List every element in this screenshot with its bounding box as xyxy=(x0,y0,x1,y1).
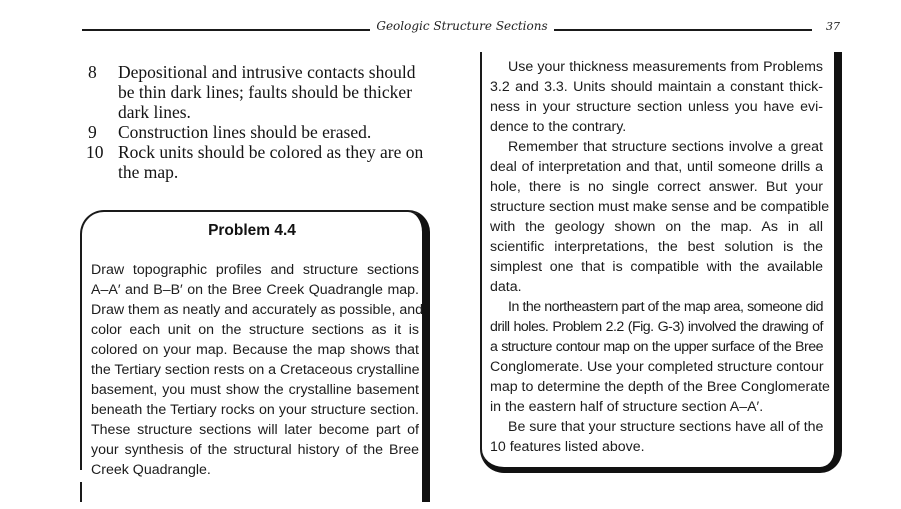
body-line: map to determine the depth of the Bree Conglomerate xyxy=(490,379,830,395)
step-number: 8 xyxy=(88,62,97,82)
body-line: structure section must make sense and be compatible xyxy=(490,199,830,215)
body-line: in the eastern half of structure section A–A′. xyxy=(490,399,764,415)
problem-body xyxy=(91,260,424,480)
problem-line: Draw topographic profiles and structure sections xyxy=(91,262,419,278)
running-header-title: Geologic Structure Sections xyxy=(376,19,548,33)
body-line: a structure contour map on the upper surface of the Bree xyxy=(490,339,823,355)
body-line: deal of interpretation and that, until someone drills a xyxy=(490,159,823,175)
body-line: ness in your structure section unless you have evi- xyxy=(490,99,823,115)
body-line: Remember that structure sections involve a great xyxy=(508,139,823,155)
step-item xyxy=(86,122,448,142)
right-column-body xyxy=(490,57,830,457)
step-item xyxy=(86,62,448,122)
step-line: dark lines. xyxy=(118,102,191,122)
problem-line: beneath the Tertiary rocks on your structure section. xyxy=(91,402,419,418)
step-number: 9 xyxy=(88,122,97,142)
step-line: Rock units should be colored as they are on xyxy=(118,142,424,162)
body-line: Be sure that your structure sections have all of the xyxy=(508,419,824,435)
body-line: data. xyxy=(490,279,522,295)
problem-line: color each unit on the structure sections as it is xyxy=(91,322,419,338)
step-line: be thin dark lines; faults should be thicker xyxy=(118,82,413,102)
problem-line: Creek Quadrangle. xyxy=(91,462,211,478)
body-line: Conglomerate. Use your completed structure contour xyxy=(490,359,824,375)
header-rule-left xyxy=(82,29,370,31)
problem-line: colored on your map. Because the map shows that xyxy=(91,342,419,358)
problem-line: These structure sections will later become part of xyxy=(91,422,419,438)
step-line: the map. xyxy=(118,162,179,182)
body-line: 10 features listed above. xyxy=(490,439,645,455)
problem-box xyxy=(80,210,430,502)
problem-line: A–A′ and B–B′ on the Bree Creek Quadrangle map. xyxy=(91,282,419,298)
step-number: 10 xyxy=(86,142,104,162)
step-line: Construction lines should be erased. xyxy=(118,122,372,142)
page-number: 37 xyxy=(826,20,840,33)
step-list xyxy=(86,62,448,182)
problem-line: your synthesis of the structural history of the Bree xyxy=(91,442,419,458)
step-line: Depositional and intrusive contacts should xyxy=(118,62,416,82)
body-line: drill holes. Problem 2.2 (Fig. G-3) involved the drawing of xyxy=(490,319,823,335)
body-line: In the northeastern part of the map area, someone did xyxy=(508,299,823,315)
step-text xyxy=(118,62,448,122)
step-item xyxy=(86,142,448,182)
header-rule-right xyxy=(554,29,812,31)
right-column-box xyxy=(480,52,842,473)
body-line: Use your thickness measurements from Problems xyxy=(508,59,823,75)
problem-title: Problem 4.4 xyxy=(208,222,296,239)
problem-line: the Tertiary section rests on a Cretaceous crystalline xyxy=(91,362,420,378)
body-line: simplest one that is compatible with the available xyxy=(490,259,823,275)
body-line: hole, there is no single correct answer. But your xyxy=(490,179,823,195)
problem-line: Draw them as neatly and accurately as possible, and xyxy=(91,302,424,318)
step-text xyxy=(118,142,448,182)
body-line: dence to the contrary. xyxy=(490,119,627,135)
body-line: scientific interpretations, the best solution is the xyxy=(490,239,823,255)
body-line: 3.2 and 3.3. Units should maintain a constant thick- xyxy=(490,79,823,95)
problem-line: basement, you must show the crystalline basement xyxy=(91,382,419,398)
step-text xyxy=(118,122,448,142)
body-line: with the geology shown on the map. As in all xyxy=(490,219,823,235)
